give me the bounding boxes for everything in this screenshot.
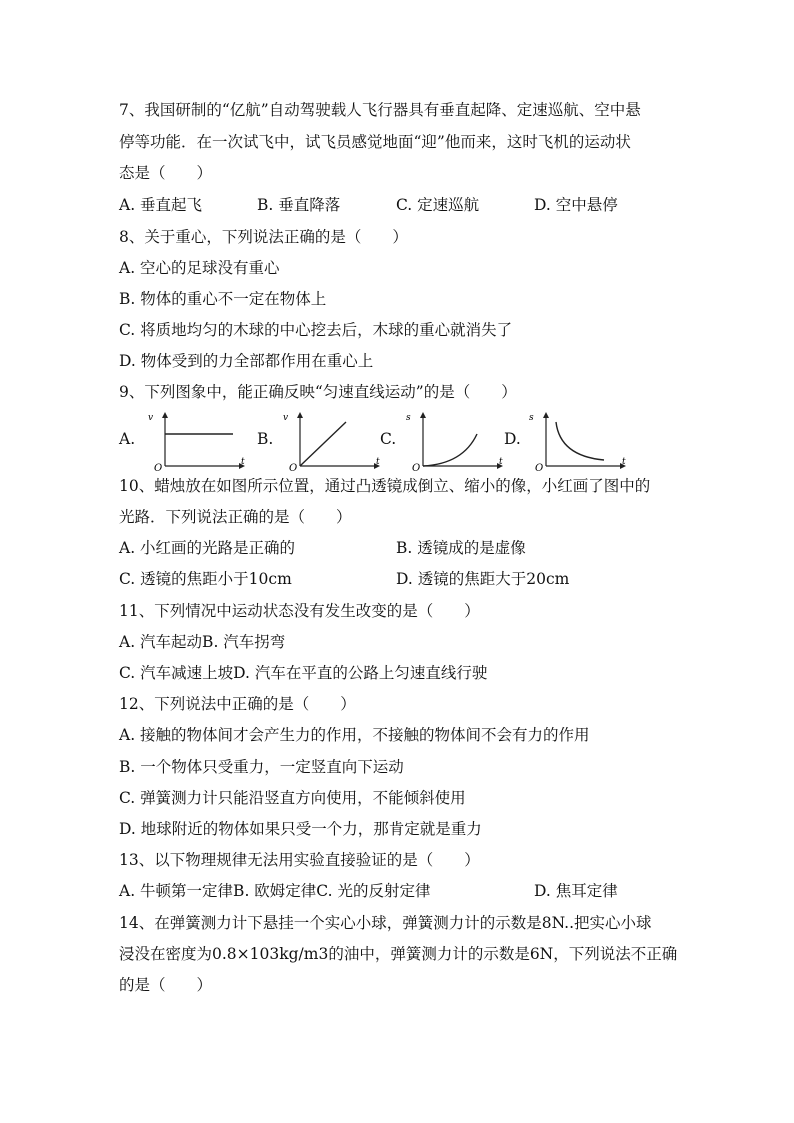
q9-graph-c (403, 410, 508, 472)
q7-stem-line-3: 态是（ ） (119, 164, 213, 182)
q7-option-c: C. 定速巡航 (396, 196, 480, 214)
q11-options-ab: A. 汽车起动B. 汽车拐弯 (119, 633, 286, 651)
q12-option-c: C. 弹簧测力计只能沿竖直方向使用，不能倾斜使用 (119, 789, 466, 807)
q8-stem: 8、关于重心，下列说法正确的是（ ） (119, 228, 408, 246)
q9-option-a-label: A. (119, 430, 136, 448)
q14-stem-line-2: 浸没在密度为0.8×103kg/m3的油中，弹簧测力计的示数是6N，下列说法不正确 (119, 945, 678, 963)
q12-option-d: D. 地球附近的物体如果只受一个力，那肯定就是重力 (119, 820, 482, 838)
q9-graph-c-y-label: s (406, 413, 411, 423)
q9-graph-a-x-label: t (241, 457, 245, 467)
q9-graph-d (526, 410, 631, 472)
q10-option-d: D. 透镜的焦距大于20cm (396, 570, 570, 588)
q8-option-d: D. 物体受到的力全部都作用在重心上 (119, 352, 374, 370)
q9-graph-d-curve (556, 422, 604, 460)
q10-stem-line-1: 10、蜡烛放在如图所示位置，通过凸透镜成倒立、缩小的像，小红画了图中的 (119, 477, 651, 495)
q9-graph-b-curve (300, 422, 346, 466)
q11-stem: 11、下列情况中运动状态没有发生改变的是（ ） (119, 602, 480, 620)
q10-option-a: A. 小红画的光路是正确的 (119, 539, 296, 557)
q9-graph-a-origin: O (154, 463, 163, 472)
q9-graph-b (280, 410, 385, 472)
q10-stem-line-2: 光路．下列说法正确的是（ ） (119, 508, 352, 526)
q11-options-cd: C. 汽车减速上坡D. 汽车在平直的公路上匀速直线行驶 (119, 664, 488, 682)
q9-graph-c-origin: O (412, 463, 421, 472)
q13-options-abc: A. 牛顿第一定律B. 欧姆定律C. 光的反射定律 (119, 882, 431, 900)
q7-option-a: A. 垂直起飞 (119, 196, 203, 214)
q9-option-c-label: C. (380, 430, 397, 448)
q13-stem: 13、以下物理规律无法用实验直接验证的是（ ） (119, 851, 480, 869)
q13-option-d: D. 焦耳定律 (534, 882, 618, 900)
q8-option-a: A. 空心的足球没有重心 (119, 259, 280, 277)
q7-stem-line-2: 停等功能．在一次试飞中，试飞员感觉地面“迎”他而来，这时飞机的运动状 (119, 133, 631, 151)
q10-option-b: B. 透镜成的是虚像 (396, 539, 526, 557)
q9-graph-d-y-label: s (529, 413, 534, 423)
q9-option-d-label: D. (504, 430, 521, 448)
q9-stem: 9、下列图象中，能正确反映“匀速直线运动”的是（ ） (119, 383, 517, 401)
q9-graph-a-y-label: v (148, 413, 154, 423)
q7-option-d: D. 空中悬停 (534, 196, 618, 214)
q12-option-b: B. 一个物体只受重力，一定竖直向下运动 (119, 758, 404, 776)
q9-graph-c-curve (423, 434, 477, 466)
q9-graph-c-x-label: t (499, 457, 503, 467)
q9-graph-d-x-label: t (622, 457, 626, 467)
q8-option-c: C. 将质地均匀的木球的中心挖去后，木球的重心就消失了 (119, 321, 513, 339)
q12-stem: 12、下列说法中正确的是（ ） (119, 695, 356, 713)
q12-option-a: A. 接触的物体间才会产生力的作用，不接触的物体间不会有力的作用 (119, 726, 590, 744)
q9-graph-b-x-label: t (376, 457, 380, 467)
q9-graph-a (145, 410, 250, 472)
q14-stem-line-1: 14、在弹簧测力计下悬挂一个实心小球，弹簧测力计的示数是8N..把实心小球 (119, 914, 652, 932)
q9-option-b-label: B. (257, 430, 274, 448)
q7-option-b: B. 垂直降落 (257, 196, 341, 214)
q9-graph-b-origin: O (289, 463, 298, 472)
q9-graph-b-y-label: v (283, 413, 289, 423)
q14-stem-line-3: 的是（ ） (119, 976, 213, 994)
q8-option-b: B. 物体的重心不一定在物体上 (119, 290, 327, 308)
q10-option-c: C. 透镜的焦距小于10cm (119, 570, 292, 588)
q7-stem-line-1: 7、我国研制的“亿航”自动驾驶载人飞行器具有垂直起降、定速巡航、空中悬 (119, 101, 641, 119)
q9-graph-d-origin: O (535, 463, 544, 472)
